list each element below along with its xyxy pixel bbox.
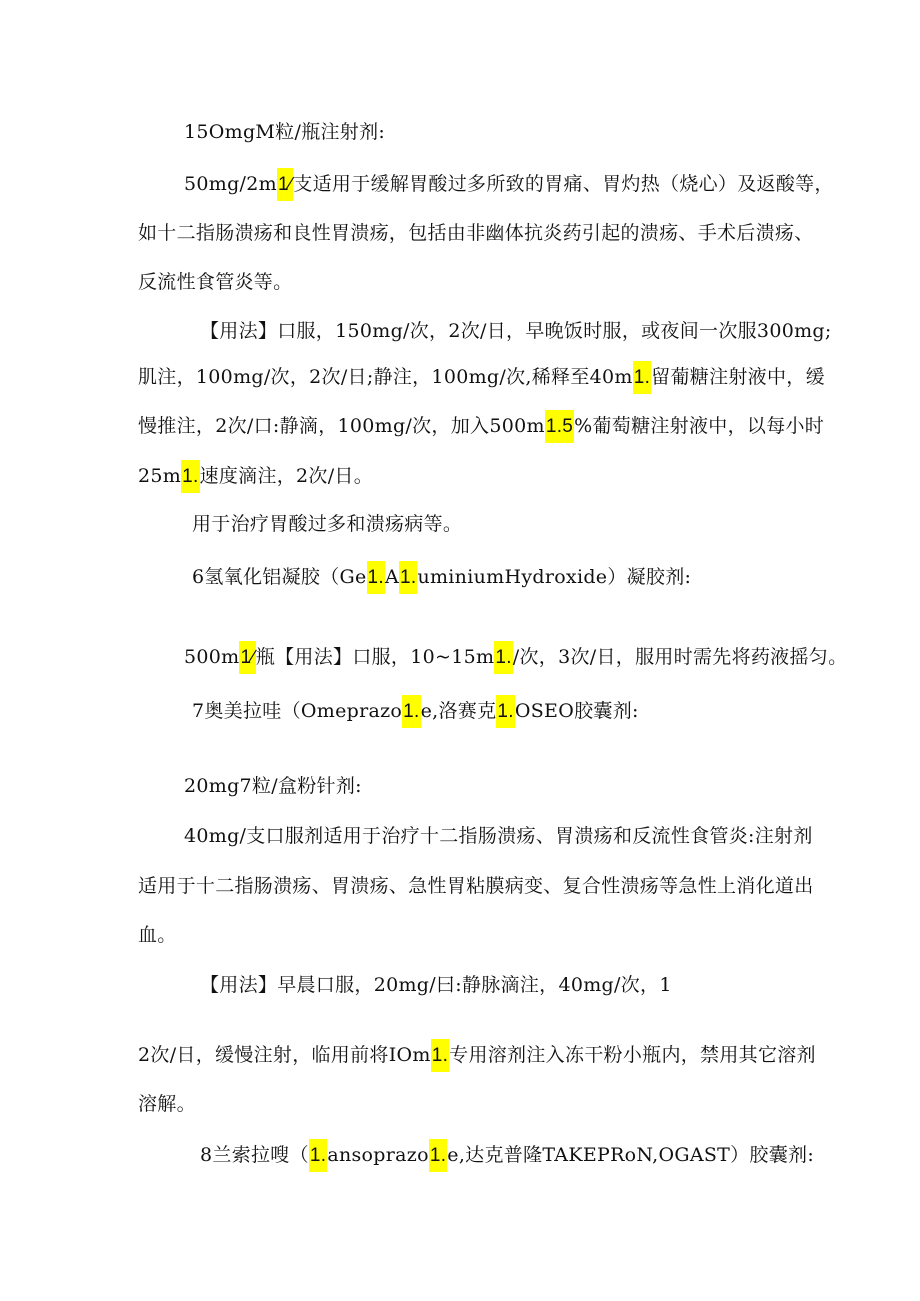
paragraph-line (192, 563, 691, 592)
highlighted-text: 1. (181, 460, 199, 493)
paragraph-line (184, 118, 385, 146)
paragraph-line (138, 219, 814, 247)
text-segment: 肌注，100mg/次，2次/日;静注，100mg/次,稀释至40m (138, 366, 633, 388)
paragraph-line (192, 510, 462, 538)
highlighted-text: 1.5 (545, 410, 574, 443)
text-segment: 支适用于缓解胃酸过多所致的胃痛、胃灼热（烧心）及返酸等， (293, 173, 834, 195)
highlighted-text: 1. (309, 1139, 327, 1172)
paragraph-line (138, 921, 177, 949)
text-segment: 8兰索拉嗖（ (200, 1144, 309, 1166)
text-segment: e,达克普隆TAKEPRoN,OGAST）胶囊剂: (447, 1144, 815, 1166)
text-segment: OSEO胶囊剂: (514, 700, 639, 722)
highlighted-text: 1∕ (277, 168, 293, 201)
highlighted-text: 1. (367, 561, 385, 594)
paragraph-line (192, 697, 639, 726)
text-segment: ansoprazo (327, 1144, 429, 1166)
text-segment: 瓶【用法】口服，10~15m (255, 646, 495, 668)
paragraph-line (138, 268, 292, 296)
paragraph-line (138, 412, 824, 441)
text-segment: 500m (184, 646, 240, 668)
paragraph-line (138, 462, 373, 491)
paragraph-line (138, 1041, 816, 1070)
highlighted-text: 1. (399, 561, 417, 594)
text-segment: A (384, 566, 399, 588)
text-segment: 15OmgM粒/瓶注射剂: (184, 121, 386, 143)
paragraph-line (138, 872, 814, 900)
text-segment: 适用于十二指肠溃疡、胃溃疡、急性胃粘膜病变、复合性溃疡等急性上消化道出 (138, 875, 814, 897)
paragraph-line (200, 971, 672, 999)
text-segment: 2次/日，缓慢注射，临用前将IOm (138, 1044, 431, 1066)
text-segment: 专用溶剂注入冻干粉小瓶内，禁用其它溶剂 (449, 1044, 816, 1066)
text-segment: e,洛赛克 (420, 700, 497, 722)
text-segment: 【用法】口服，150mg∕次，2次/日，早晚饭时服，或夜间一次服300mg; (200, 320, 832, 342)
paragraph-line (184, 822, 813, 850)
text-segment: 慢推注，2次/口:静滴，100mg/次，加入500m (138, 415, 545, 437)
text-segment: 反流性食管炎等。 (138, 271, 293, 293)
highlighted-text: 1. (429, 1139, 447, 1172)
highlighted-text: 1∕ (239, 641, 255, 674)
highlighted-text: 1. (496, 695, 514, 728)
highlighted-text: 1. (494, 641, 512, 674)
text-segment: 溶解。 (138, 1093, 196, 1115)
text-segment: 速度滴注，2次/日。 (199, 465, 374, 487)
text-segment: 6氢氧化铝凝胶（Ge (192, 566, 367, 588)
text-segment: %葡萄糖注射液中，以每小时 (574, 415, 825, 437)
paragraph-line (200, 1141, 814, 1170)
text-segment: 40mg∕支口服剂适用于治疗十二指肠溃疡、胃溃疡和反流性食管炎:注射剂 (184, 825, 813, 847)
text-segment: 25m (138, 465, 182, 487)
text-segment: 【用法】早晨口服，20mg∕曰:静脉滴注，40mg∕次，1 (200, 974, 672, 996)
paragraph-line (184, 643, 847, 672)
text-segment: 50mg∕2m (184, 173, 277, 195)
text-segment: 如十二指肠溃疡和良性胃溃疡，包括由非幽体抗炎药引起的溃疡、手术后溃疡、 (138, 222, 814, 244)
paragraph-line (138, 363, 825, 392)
text-segment: 7奥美拉哇（Omeprazo (192, 700, 403, 722)
highlighted-text: 1. (402, 695, 420, 728)
highlighted-text: 1. (633, 361, 651, 394)
text-segment: /次，3次/日，服用时需先将药液摇匀。 (512, 646, 848, 668)
text-segment: 用于治疗胃酸过多和溃疡病等。 (192, 513, 463, 535)
paragraph-line (184, 170, 834, 199)
paragraph-line (138, 1090, 196, 1118)
text-segment: 20mg7粒/盒粉针剂: (184, 775, 362, 797)
highlighted-text: 1. (431, 1039, 449, 1072)
text-segment: 留葡糖注射液中，缓 (651, 366, 825, 388)
paragraph-line (200, 317, 832, 345)
text-segment: uminiumHydroxide）凝胶剂: (417, 566, 692, 588)
paragraph-line (184, 772, 362, 800)
text-segment: 血。 (138, 924, 177, 946)
